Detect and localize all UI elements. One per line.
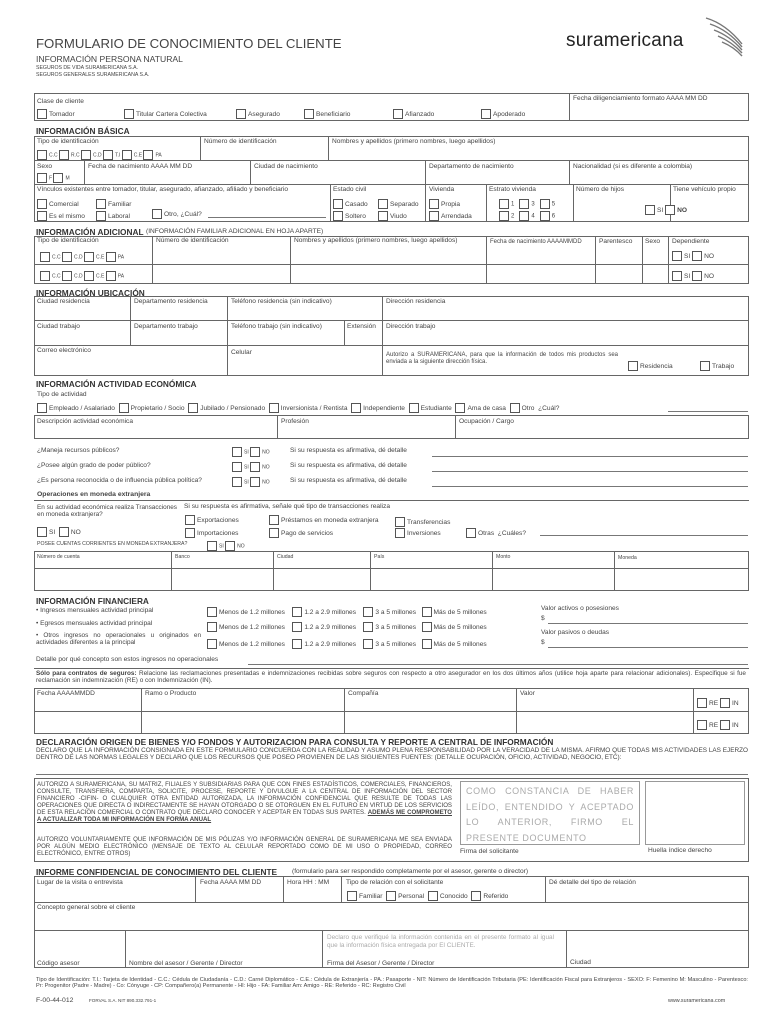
opt-tomador[interactable]: Tomador (37, 109, 75, 119)
claims-row2-type[interactable]: RE IN (697, 720, 739, 730)
fx-importaciones[interactable]: Importaciones (185, 528, 238, 538)
housing-label: Vivienda (429, 186, 455, 193)
additional-title: INFORMACIÓN ADICIONAL (36, 227, 144, 237)
advisor-name-label: Nombre del asesor / Gerente / Director (129, 960, 243, 967)
financial-title: INFORMACIÓN FINANCIERA (36, 596, 149, 606)
assets-label: Valor activos o posesiones (541, 605, 619, 612)
dept-work-label: Departamento trabajo (134, 323, 198, 330)
opt-titular[interactable]: Titular Cartera Colectiva (124, 109, 207, 119)
civil-separado[interactable]: Separado (378, 199, 419, 209)
acc-col-bank: Banco (175, 554, 190, 560)
form-title: FORMULARIO DE CONOCIMIENTO DEL CLIENTE (36, 36, 342, 51)
add-birth-label: Fecha de nacimiento AAAAMMDD (490, 239, 582, 245)
vehicle-label: Tiene vehículo propio (673, 186, 736, 193)
birth-dept-label: Departamento de nacimiento (429, 163, 514, 170)
authorization-text-2: AUTORIZO VOLUNTARIAMENTE QUE INFORMACIÓN DE MIS PÓLIZAS Y/O INFORMACIÓN GENERAL DE SURAMERICANA ME SEA ENVIADA POR ALGÚN MEDIO ELECTRÓNICO (MENSAJE DE TEXTO AL CELULAR REPORTADO COMO DE MI USO O PROPIEDAD, CORREO ELECTRÓNICO, ENTRE OTROS) (37, 836, 452, 857)
q-public-figure: ¿Es persona reconocida o de influencia pública política? (37, 477, 202, 484)
send-residence[interactable]: Residencia (628, 361, 673, 371)
company-life: SEGUROS DE VIDA SURAMERICANA S.A. (36, 65, 139, 71)
stratum-label: Estrato vivienda (489, 186, 536, 193)
location-title: INFORMACIÓN UBICACIÓN (36, 288, 145, 298)
activity-type-label: Tipo de actividad (37, 391, 87, 398)
signature-label: Firma del solicitante (460, 848, 519, 855)
interview-box (34, 876, 749, 968)
fx-prestamos[interactable]: Préstamos en moneda extranjera (269, 515, 379, 525)
opt-asegurado[interactable]: Asegurado (236, 109, 280, 119)
stratum-row1[interactable]: 1 3 5 (499, 199, 555, 209)
liabilities-label: Valor pasivos o deudas (541, 629, 610, 636)
city-home-label: Ciudad residencia (37, 298, 90, 305)
link-familiar[interactable]: Familiar (96, 199, 131, 209)
fingerprint-label: Huella índice derecho (648, 847, 712, 854)
accounts-question: POSEE CUENTAS CORRIENTES EN MONEDA EXTRANJERA? (37, 541, 188, 547)
mobile-label: Celular (231, 349, 252, 356)
link-laboral[interactable]: Laboral (96, 211, 130, 221)
nationality-label: Nacionalidad (si es diferente a colombia) (573, 163, 693, 170)
occupation-label: Ocupación / Cargo (459, 418, 514, 425)
activity-title: INFORMACIÓN ACTIVIDAD ECONÓMICA (36, 379, 197, 389)
fin-detail-label: Detalle por qué concepto son estos ingresos no operacionales (36, 656, 219, 663)
add-names-label: Nombres y apellidos (primero nombres, luego apellidos) (294, 237, 458, 244)
claims-col-product: Ramo o Producto (145, 690, 197, 697)
opt-beneficiario[interactable]: Beneficiario (304, 109, 350, 119)
visit-place-label: Lugar de la visita o entrevista (37, 879, 123, 886)
add-row1-dependent[interactable]: SI NO (672, 251, 714, 261)
accounts-table (34, 551, 749, 591)
q2-options[interactable]: SI NO (232, 462, 270, 472)
opt-afianzado[interactable]: Afianzado (393, 109, 434, 119)
fx-transferencias[interactable]: Transferencias (395, 517, 450, 527)
relation-type-label: Tipo de relación con el solicitante (346, 879, 444, 886)
additional-note: (INFORMACIÓN FAMILIAR ADICIONAL EN HOJA APARTE) (146, 228, 324, 235)
fin-other-ranges[interactable]: Menos de 1.2 millones 1.2 a 2.9 millones 3 a 5 millones Más de 5 millones (207, 639, 487, 649)
logo-feather-icon (702, 14, 746, 60)
insurance-body: Relacione las reclamaciones presentadas e indemnizaciones recibidas sobre seguros con respecto a otro asegurador en los dos últimos años (utilice hoja aparte para relacionar adicionales). Especifique si fue reclamación sin indemnización (RE) o con Indemnización (IN). (36, 670, 746, 685)
declaration-text: DECLARO QUE LA INFORMACIÓN CONSIGNADA EN ESTE FORMULARIO CONCUERDA CON LA REALIDAD Y ASUMO PLENA RESPONSABILIDAD POR LA VERACIDAD DE LA MISMA. AFIRMO QUE TODAS MIS ACTIVIDADES LAS EJERZO DENTRO DE LAS NORMAS LEGALES Y DECLARO QUE LOS RECURSOS QUE POSEO PROVIENEN DE LAS SIGUIENTES FUENTES: (DETALLE OCUPACIÓN, OFICIO, ACTIVIDAD, NEGOCIO, ETC): (36, 747, 748, 762)
addr-work-label: Dirección trabajo (386, 323, 436, 330)
accounts-options[interactable]: SI NO (207, 541, 245, 551)
fin-other-label: • Otros ingresos no operacionales u originados en actividades diferentes a la principal (36, 632, 201, 647)
add-kin-label: Parentesco (599, 238, 633, 245)
add-row2-id-options[interactable]: C.C C.D C.E PA (40, 271, 124, 281)
phone-work-label: Teléfono trabajo (sin indicativo) (231, 323, 322, 330)
id-number-label: Número de identificación (204, 138, 277, 145)
links-label: Vínculos existentes entre tomador, titular, asegurado, afianzado, afiliado y beneficiario (37, 186, 289, 193)
dept-home-label: Departamento residencia (134, 298, 208, 305)
add-row1-id-options[interactable]: C.C C.D C.E PA (40, 252, 124, 262)
send-work[interactable]: Trabajo (700, 361, 734, 371)
basic-box (34, 136, 749, 222)
declaration-title: DECLARACIÓN ORIGEN DE BIENES Y/O FONDOS Y AUTORIZACION PARA CONSULTA Y REPORTE A CENTRAL DE INFORMACIÓN (36, 737, 554, 747)
q-public-resources: ¿Maneja recursos públicos? (37, 447, 120, 454)
ext-label: Extensión (347, 323, 376, 330)
foreign-options[interactable]: SI NO (37, 527, 81, 537)
q3-options[interactable]: SI NO (232, 477, 270, 487)
authorize-address-text: Autorizo a SURAMERICANA, para que la información de todos mis productos sea enviada a la siguiente dirección física. (386, 352, 618, 365)
fx-otras[interactable]: Otras ¿Cuáles? (466, 528, 526, 538)
add-id-type-label: Tipo de identificación (37, 237, 99, 244)
foreign-title: Operaciones en moneda extranjera (37, 491, 151, 498)
acc-col-number: Número de cuenta (37, 554, 80, 560)
advisor-code-label: Código asesor (37, 960, 80, 967)
foreign-question: En su actividad económica realiza Transacciones en moneda extranjera? (37, 504, 177, 519)
basic-title: INFORMACIÓN BÁSICA (36, 126, 130, 136)
visit-date-label: Fecha AAAA MM DD (200, 879, 262, 886)
acc-col-currency: Moneda (618, 555, 637, 561)
fin-expense-ranges[interactable]: Menos de 1.2 millones 1.2 a 2.9 millones 3 a 5 millones Más de 5 millones (207, 622, 487, 632)
housing-arrendada[interactable]: Arrendada (429, 211, 472, 221)
link-otro[interactable]: Otro, ¿Cuál? (152, 209, 202, 219)
assets-currency: $ (541, 615, 545, 622)
visit-time-label: Hora HH : MM (287, 879, 330, 886)
activity-types[interactable]: Empleado / Asalariado Propietario / Socio Jubilado / Pensionado Inversionista / Rentista Independiente Estudiante Ama de casa Otro ¿Cuál? (37, 403, 559, 413)
advisor-signature-label: Firma del Asesor / Gerente / Director (327, 960, 435, 967)
acc-col-amount: Monto (496, 554, 511, 560)
sex-label: Sexo (37, 163, 53, 170)
add-id-number-label: Número de identificación (156, 237, 229, 244)
liabilities-currency: $ (541, 639, 545, 646)
civil-label: Estado civil (333, 186, 367, 193)
email-label: Correo electrónico (37, 347, 91, 354)
activity-desc-box (34, 415, 749, 439)
fx-pago-servicios[interactable]: Pago de servicios (269, 528, 333, 538)
link-comercial[interactable]: Comercial (37, 199, 79, 209)
q-public-power: ¿Posee algún grado de poder público? (37, 462, 151, 469)
claims-col-date: Fecha AAAAMMDD (37, 690, 95, 697)
fin-income-label: • Ingresos mensuales actividad principal (36, 607, 154, 614)
acc-col-country: País (374, 554, 385, 560)
relation-options[interactable]: Familiar Personal Conocido Referido (347, 891, 508, 901)
fin-income-ranges[interactable]: Menos de 1.2 millones 1.2 a 2.9 millones 3 a 5 millones Más de 5 millones (207, 607, 487, 617)
birth-city-label: Ciudad de nacimiento (254, 163, 318, 170)
add-row2-dependent[interactable]: SI NO (672, 271, 714, 281)
phone-home-label: Teléfono residencia (sin indicativo) (231, 298, 332, 305)
stratum-row2[interactable]: 2 4 6 (499, 211, 555, 221)
civil-soltero[interactable]: Soltero (333, 211, 366, 221)
relation-detail-label: Dé detalle del tipo de relación (549, 879, 636, 886)
authorization-text-1: AUTORIZO A SURAMERICANA, SU MATRIZ, FILIALES Y SUBSIDIARIAS PARA QUE CON FINES ESTADÍSTICOS, COMERCIALES, FINANCIEROS, CONSULTE, TRANSFIERA, COMPARTA, SOLICITE, PROCESE, REPORTE Y DIVULGUE A LA CENTRAL DE INFORMACIÓN DEL SECTOR FINANCIERO -CIFIN- O CUALQUIER OTRA ENTIDAD AUTORIZADA, LA INFORMACIÓN CONFIDENCIAL QUE RESULTE DE TODAS LAS OPERACIONES QUE DIRECTA O INDIRECTAMENTE SE HAYAN OTORGADO O SE OTORGUEN EN EL FUTURO EN VIRTUD DE LOS SERVICIOS DE ESTA RELACIÓN COMERCIAL O CONTRATO QUE DECLARO CONOCER Y ACEPTAR EN TODAS SUS PARTES. ADEMÁS ME COMPROMETO A ACTUALIZAR TODA MI INFORMACIÓN EN FORMA ANUAL (37, 781, 452, 823)
id-type-options[interactable]: C.C R.C C.D T.I C.E PA (37, 150, 162, 160)
add-sex-label: Sexo (645, 238, 661, 245)
id-type-label: Tipo de identificación (37, 138, 99, 145)
link-mismo[interactable]: Es el mismo (37, 211, 85, 221)
verify-statement: Declaro que verifiqué la información contenida en el presente formato al igual que la información física entregada por El CLIENTE. (327, 934, 554, 949)
fingerprint-box[interactable] (645, 781, 745, 845)
names-label: Nombres y apellidos (primero nombres, luego apellidos) (332, 138, 496, 145)
city-work-label: Ciudad trabajo (37, 323, 80, 330)
opt-apoderado[interactable]: Apoderado (481, 109, 525, 119)
form-subtitle: INFORMACIÓN PERSONA NATURAL (36, 54, 183, 64)
foreign-detail-label: Si su respuesta es afirmativa, señale qué tipo de transacciones realiza (184, 503, 390, 510)
interview-title: INFORME CONFIDENCIAL DE CONOCIMIENTO DEL CLIENTE (36, 867, 278, 877)
profession-label: Profesión (281, 418, 309, 425)
activity-desc-label: Descripción actividad económica (37, 418, 134, 425)
insurance-title: Sólo para contratos de seguros: (36, 670, 137, 677)
printer-info: FORVAL S.A. NIT 890.332.791-1 (89, 998, 157, 1003)
birth-date-label: Fecha de nacimiento AAAA MM DD (88, 163, 193, 170)
q3-detail-label: Si su respuesta es afirmativa, dé detalle (290, 477, 407, 484)
sex-options[interactable]: F M (37, 173, 70, 183)
civil-casado[interactable]: Casado (333, 199, 368, 209)
housing-propia[interactable]: Propia (429, 199, 460, 209)
client-class-label: Clase de cliente (37, 98, 84, 105)
claims-col-company: Compañía (348, 690, 379, 697)
company-general: SEGUROS GENERALES SURAMERICANA S.A. (36, 72, 150, 78)
claims-row1-type[interactable]: RE IN (697, 698, 739, 708)
q1-detail-label: Si su respuesta es afirmativa, dé detalle (290, 447, 407, 454)
form-code: F-00-44-012 (36, 997, 74, 1004)
add-dependent-label: Dependiente (672, 238, 710, 245)
acc-col-city: Ciudad (277, 554, 294, 560)
insurance-text (36, 670, 746, 685)
signature-statement: COMO CONSTANCIA DE HABER LEÍDO, ENTENDIDO Y ACEPTADO LO ANTERIOR, FIRMO EL PRESENTE DOCUMENTO (466, 786, 634, 843)
fx-inversiones[interactable]: Inversiones (395, 528, 441, 538)
civil-viudo[interactable]: Viudo (378, 211, 407, 221)
logo-text: suramericana (566, 30, 684, 51)
date-format-label: Fecha diligenciamiento formato AAAA MM DD (573, 95, 708, 102)
vehicle-options[interactable]: SI NO (645, 205, 687, 215)
city-label: Ciudad (570, 959, 591, 966)
interview-note: (formulario para ser respondido completamente por el asesor, gerente o director) (292, 868, 529, 875)
concept-label: Concepto general sobre el cliente (37, 904, 136, 911)
q1-options[interactable]: SI NO (232, 447, 270, 457)
q2-detail-label: Si su respuesta es afirmativa, dé detalle (290, 462, 407, 469)
children-label: Número de hijos (576, 186, 625, 193)
addr-home-label: Dirección residencia (386, 298, 446, 305)
fx-exportaciones[interactable]: Exportaciones (185, 515, 239, 525)
id-type-legend: Tipo de Identificación: T.I.: Tarjeta de Identidad - C.C.: Cédula de Ciudadanía - C.D.: Carné Diplomático - C.E.: Cédula de Extranjería - PA.: Pasaporte - NIT: Número de Identificación Tributaria (PE: Identificación Fiscal para Extranjeros - SEXO: F: Femenino M: Masculino - Parentesco: Pr: Progenitor (Padre - Madre) - Co: Cónyuge - CP: Compañero(a) Permanente - HI: Hijo - FA: Familiar Am: Amigo - RE: Referido - RC: Registro Civil (36, 977, 748, 990)
website[interactable]: www.suramericana.com (668, 998, 726, 1004)
fin-expense-label: • Egresos mensuales actividad principal (36, 620, 153, 627)
claims-col-value: Valor (520, 690, 535, 697)
